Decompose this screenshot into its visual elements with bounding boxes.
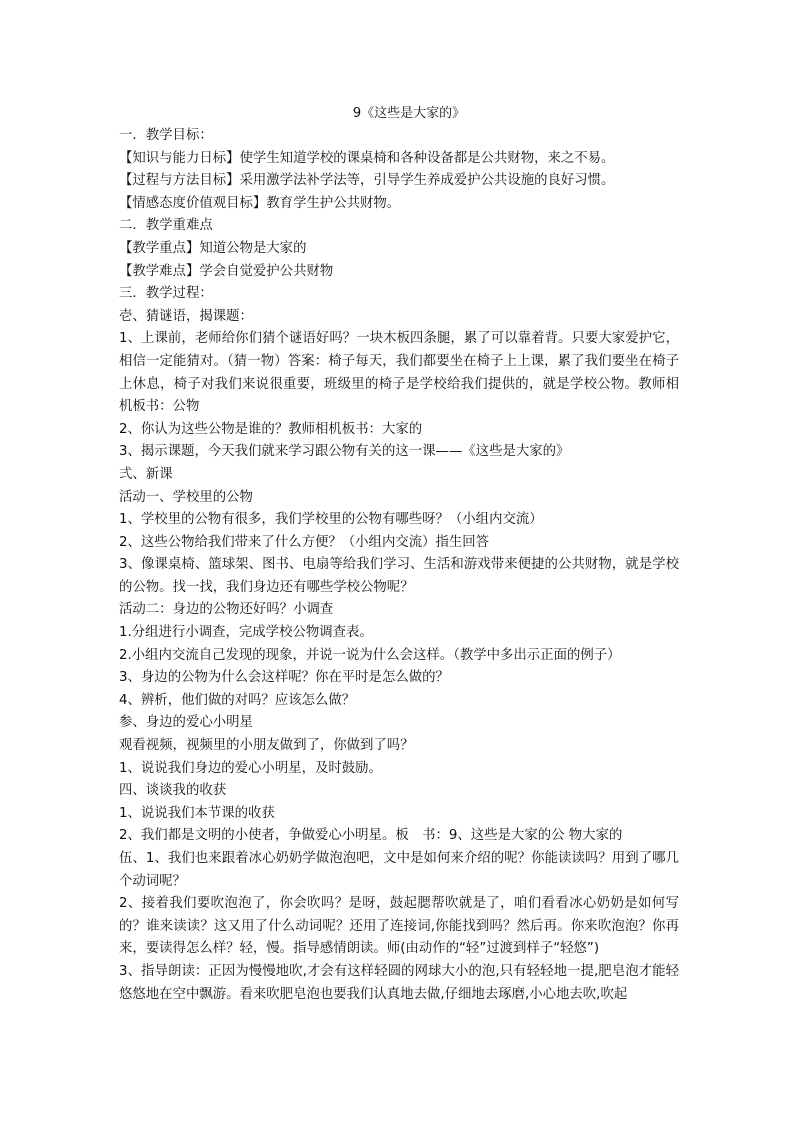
paragraph: 1.分组进行小调查，完成学校公物调查表。 <box>119 625 373 641</box>
subsection-heading: 活动二：身边的公物还好吗？小调查 <box>119 602 334 618</box>
section-heading: 一．教学目标： <box>119 128 213 143</box>
paragraph: 1、上课前，老师给你们猜个谜语好吗？一块木板四条腿，累了可以靠着背。只要大家爱护它，相信一定能猜对。（猜一物）答案：椅子每天，我们都要坐在椅子上上课，累了我们要坐在椅子上休息，椅子对我们来说很重要，班级里的椅子是学校给我们提供的，就是学校公物。教师相机板书：公物 <box>119 331 679 415</box>
paragraph: 1、说说我们身边的爱心小明星，及时鼓励。 <box>119 760 382 776</box>
paragraph: 伍、1、我们也来跟着冰心奶奶学做泡泡吧，文中是如何来介绍的呢？你能读读吗？用到了哪几个动词呢？ <box>119 851 679 889</box>
section-heading: 三．教学过程： <box>119 286 213 302</box>
paragraph: 1、学校里的公物有很多，我们学校里的公物有哪些呀？（小组内交流） <box>119 512 543 528</box>
subsection-heading: 活动一、学校里的公物 <box>119 489 253 505</box>
paragraph: 【教学难点】学会自觉爱护公共财物 <box>119 263 334 279</box>
section-heading: 四、谈谈我的收获 <box>119 783 227 799</box>
paragraph: 1、说说我们本节课的收获 <box>119 805 275 821</box>
document-page <box>119 103 679 1006</box>
paragraph: 2、我们都是文明的小使者，争做爱心小明星。板 书：9、这些是大家的公 物大家的 <box>119 828 623 844</box>
paragraph: 【情感态度价值观目标】教育学生护公共财物。 <box>119 195 401 211</box>
subsection-heading: 参、身边的爱心小明星 <box>119 715 253 731</box>
paragraph: 【知识与能力日标】使学生知道学校的课桌椅和各种设备都是公共财物，来之不易。 <box>119 150 615 166</box>
subsection-heading: 弍、新课 <box>119 466 173 482</box>
paragraph: 3、身边的公物为什么会这样呢？你在平时是怎么做的？ <box>119 670 449 686</box>
paragraph: 【过程与方法目标】采用激学法补学法等，引导学生养成爱护公共设施的良好习惯。 <box>119 173 615 189</box>
paragraph: 观看视频，视频里的小朋友做到了，你做到了吗？ <box>119 738 414 754</box>
paragraph: 2.小组内交流自己发现的现象，并说一说为什么会这样。（教学中多出示正面的例子） <box>119 647 621 663</box>
paragraph: 3、像课桌椅、篮球架、图书、电扇等给我们学习、生活和游戏带来便捷的公共财物，就是学校的公物。找一找，我们身边还有哪些学校公物呢？ <box>119 557 679 595</box>
paragraph: 【教学重点】知道公物是大家的 <box>119 240 307 256</box>
subsection-heading: 壱、猜谜语，揭课题： <box>119 308 253 324</box>
section-heading: 二．教学重难点 <box>119 218 213 234</box>
paragraph: 4、辨析，他们做的对吗？应该怎么做？ <box>119 692 356 708</box>
paragraph: 3、指导朗读：正因为慢慢地吹,才会有这样轻圆的网球大小的泡,只有轻轻地一提,肥皂泡才能轻悠悠地在空中飘游。看来吹肥皂泡也要我们认真地去做,仔细地去琢磨,小心地去吹,吹起 <box>119 963 679 1002</box>
paragraph: 2、你认为这些公物是谁的？教师相机板书：大家的 <box>119 421 423 437</box>
paragraph: 2、这些公物给我们带来了什么方便？（小组内交流）指生回答 <box>119 534 490 550</box>
page-title: 9《这些是大家的》 <box>352 106 466 121</box>
paragraph: 2、接着我们要吹泡泡了，你会吹吗？是呀，鼓起腮帮吹就是了，咱们看看冰心奶奶是如何写的？谁来读读？这又用了什么动词呢？还用了连接词,你能找到吗？然后再。你来吹泡泡？你再来，要读得怎么样？轻，慢。指导感情朗读。师(由动作的“轻”过渡到样子“轻悠”) <box>119 896 679 957</box>
paragraph: 3、揭示课题，今天我们就来学习跟公物有关的这一课——《这些是大家的》 <box>119 444 570 460</box>
